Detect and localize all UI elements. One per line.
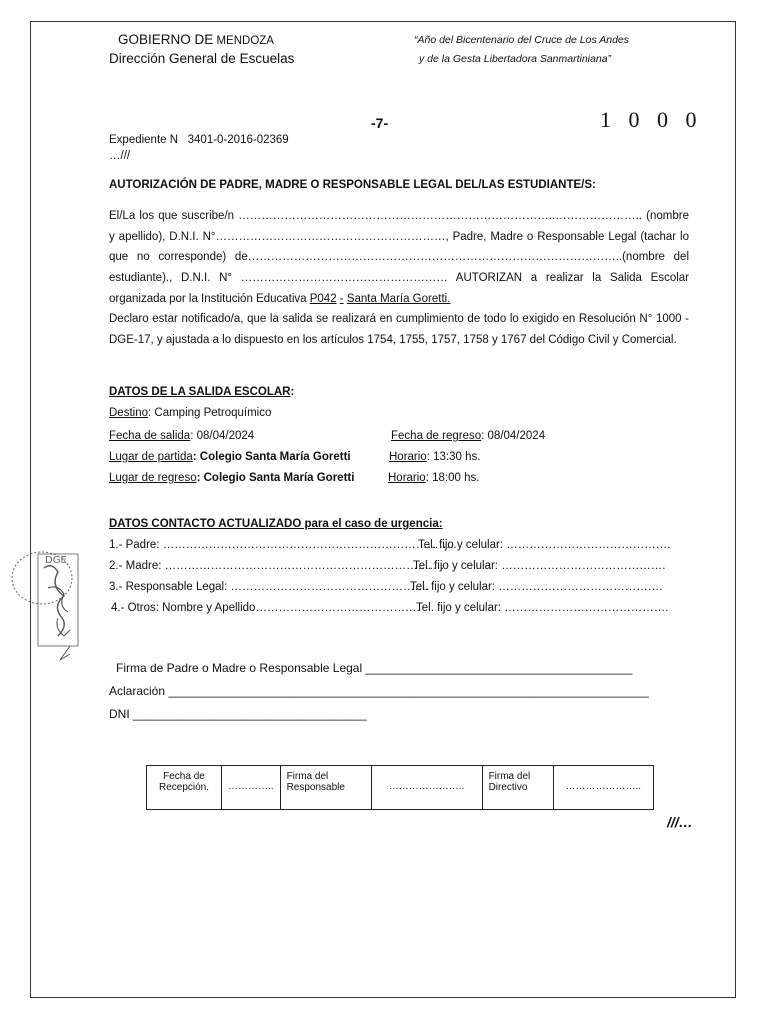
government-header: GOBIERNO DE MENDOZA	[118, 32, 274, 47]
expediente-number: 3401-0-2016-02369	[187, 134, 289, 146]
dge-stamp	[8, 548, 94, 668]
contact-tel-madre: Tel. fijo y celular: …………………………………….	[413, 560, 666, 572]
director-signature-field[interactable]: …………………..	[553, 766, 653, 810]
dni-line[interactable]: DNI ___________________________________	[109, 707, 367, 721]
contact-tel-responsable: Tel. fijo y celular: …………………………………….	[410, 581, 663, 593]
contact-row-responsable: 3.- Responsable Legal: …………………………………………….	[109, 581, 430, 593]
expediente-line: Expediente N 3401-0-2016-02369	[109, 134, 289, 146]
stamp-text: DGE	[45, 555, 67, 566]
school-name: Santa María Goretti.	[346, 292, 451, 305]
page-marker: -7-	[371, 115, 389, 131]
motto-line-2: y de la Gesta Libertadora Sanmartiniana”	[419, 53, 612, 65]
section-title: AUTORIZACIÓN DE PADRE, MADRE O RESPONSABLE LEGAL DEL/LAS ESTUDIANTE/S:	[109, 179, 596, 191]
contact-tel-otros: Tel. fijo y celular: …………………………………….	[416, 602, 669, 614]
contact-row-padre: 1.- Padre: …………………………………………………………………..	[109, 539, 457, 551]
motto-line-1: “Año del Bicentenario del Cruce de Los Andes	[414, 34, 629, 46]
director-signature-label: Firma del Directivo	[482, 766, 553, 810]
footer-mark: ///…	[667, 814, 693, 830]
aclaracion-line[interactable]: Aclaración ________________________________________________________________________	[109, 684, 649, 698]
continuation-mark: …///	[109, 150, 131, 162]
firma-line[interactable]: Firma de Padre o Madre o Responsable Legal ________________________________________	[116, 661, 633, 675]
authorization-paragraph: El/La los que suscribe/n ………………………………………………………………………..………………….. (nombre y apellido), D.N.I. N°……………………………………………………, Padre, Madre o Responsable Legal (tachar lo que no corresponde) de……………………………………………………………………………………..(nombre del estudiante)., D.N.I. N° ……………………………………………… AUTORIZAN a realizar la Salida Escolar organizada por la Institución Educativa P042 - Santa María Goretti.	[109, 210, 689, 305]
contacts-title: DATOS CONTACTO ACTUALIZADO para el caso de urgencia:	[109, 518, 443, 530]
declaration-paragraph: Declaro estar notificado/a, que la salida se realizará en cumplimiento de todo lo exigido en Resolución N° 1000 - DGE-17, y ajustada a lo dispuesto en los artículos 1754, 1755, 1757, 1758 y 1767 del Código Civil y Comercial.	[109, 313, 689, 346]
school-code: P042	[309, 292, 337, 305]
responsible-signature-field[interactable]: …………………..	[371, 766, 482, 810]
fecha-salida-row: Fecha de salida: 08/04/2024	[109, 430, 255, 442]
reception-date-field[interactable]: …………..	[222, 766, 281, 810]
lugar-regreso-row: Lugar de regreso: Colegio Santa María Goretti	[109, 472, 355, 484]
page-border	[30, 21, 736, 998]
horario-regreso-row: Horario: 18:00 hs.	[388, 472, 480, 484]
contact-tel-padre: Tel. fijo y celular: …………………………………….	[418, 539, 671, 551]
destino-row: Destino: Camping Petroquímico	[109, 407, 272, 419]
direction-name: Dirección General de Escuelas	[109, 51, 295, 66]
trip-section-title: DATOS DE LA SALIDA ESCOLAR:	[109, 386, 295, 398]
lugar-partida-row: Lugar de partida: Colegio Santa María Goretti	[109, 451, 351, 463]
responsible-signature-label: Firma del Responsable	[280, 766, 371, 810]
contact-row-madre: 2.- Madre: ……………………………………………………………….	[109, 560, 444, 572]
horario-salida-row: Horario: 13:30 hs.	[389, 451, 481, 463]
reception-date-label: Fecha de Recepción.	[147, 766, 222, 810]
fecha-regreso-row: Fecha de regreso: 08/04/2024	[391, 430, 546, 442]
contact-row-otros: 4.- Otros: Nombre y Apellido…………………………………….	[111, 602, 420, 614]
folio-number: 1 0 0 0	[600, 107, 703, 132]
reception-table	[146, 765, 654, 810]
